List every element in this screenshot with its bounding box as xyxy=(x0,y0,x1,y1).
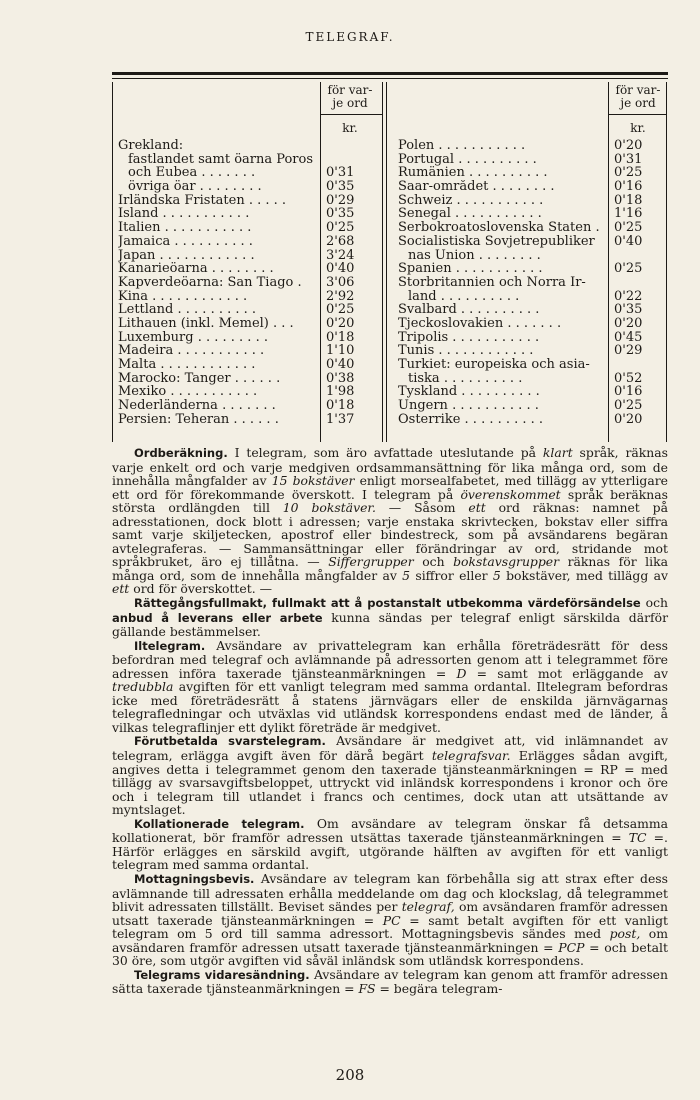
section-paragraph xyxy=(112,596,668,639)
price-per-word: 0'22 xyxy=(614,289,643,304)
section-heading: Ordberäkning. xyxy=(134,446,228,460)
country-name: Storbritannien och Norra Ir- xyxy=(398,275,586,290)
text-run: telegrafsvar. xyxy=(431,748,511,764)
country-name: Marocko: Tanger . . . . . . xyxy=(118,371,281,386)
price-per-word xyxy=(614,276,666,290)
text-run: = begära telegram- xyxy=(375,981,503,997)
text-run: PC xyxy=(382,912,401,928)
country-name: Kanarieöarna . . . . . . . . xyxy=(118,262,274,276)
rates-table xyxy=(112,82,668,442)
section-paragraph xyxy=(112,734,668,816)
price-per-word: 0'40 xyxy=(614,234,643,249)
text-run: 10 bokstäver. xyxy=(282,500,376,516)
section-heading: Mottagningsbevis. xyxy=(134,871,255,886)
country-name: Tyskland . . . . . . . . . . xyxy=(398,385,540,400)
country-name: Grekland: xyxy=(118,139,184,153)
text-run: Avsändare av telegram kan genom att framför adressen sätta taxerade tjänsteanmärkningen = xyxy=(112,966,668,997)
text-run: ett xyxy=(468,500,486,516)
column-divider-double xyxy=(386,82,387,442)
country-name: Tjeckoslovakien . . . . . . . xyxy=(398,316,562,331)
right-unit-label: kr. xyxy=(630,121,646,135)
price-per-word: 0'31 xyxy=(326,166,355,181)
price-per-word: 0'20 xyxy=(614,412,643,427)
price-per-word: 1'37 xyxy=(326,412,355,427)
left-price-list xyxy=(326,139,366,426)
price-per-word: 0'25 xyxy=(614,166,643,181)
price-per-word: 0'29 xyxy=(614,344,643,358)
text-run: och xyxy=(413,554,454,570)
price-per-word: 1'16 xyxy=(614,207,643,222)
price-per-word: 1'10 xyxy=(326,344,355,358)
text-run: Avsändare av telegram kan förbehålla sig att strax efter dess avlämnande till adressaten erhålla meddelande om dag och klockslag, då telegrammet blivit adressaten tillställt. Beviset sändes per xyxy=(112,870,668,915)
right-column-header: för var- je ord xyxy=(615,83,661,110)
section-heading: Förutbetalda svarstelegram. xyxy=(134,734,326,749)
price-per-word: 0'35 xyxy=(326,180,355,194)
text-run: språk beräknas största ordlängden till xyxy=(112,486,668,516)
country-name: Malta . . . . . . . . . . . . xyxy=(118,358,256,372)
country-name: Tripolis . . . . . . . . . . . xyxy=(398,330,540,345)
country-name: Kina . . . . . . . . . . . . xyxy=(118,289,248,304)
text-run: Avsändare är medgivet att, vid inlämnandet av telegram, erlägga avgift även för därå begärt xyxy=(112,733,669,764)
price-per-word: 0'25 xyxy=(326,303,355,317)
text-run: enligt morsealfabetet, med tillägg av ytterligare ett ord för förekommande överskott. I telegram på xyxy=(112,473,669,502)
price-per-word: 0'18 xyxy=(614,193,643,208)
right-price-list xyxy=(614,139,666,426)
price-per-word: 0'20 xyxy=(614,316,643,331)
section-heading: Kollationerade telegram. xyxy=(134,816,305,831)
text-run: överenskommet xyxy=(460,486,561,502)
country-name: Island . . . . . . . . . . . xyxy=(118,207,250,222)
country-name: Spanien . . . . . . . . . . . xyxy=(398,262,543,276)
country-name: Schweiz . . . . . . . . . . . xyxy=(398,193,544,208)
country-name: Jamaica . . . . . . . . . . xyxy=(118,234,253,249)
price-per-word: 0'25 xyxy=(614,221,643,235)
text-run: kunna sändas per telegraf enligt särskilda därför gällande bestämmelser. xyxy=(112,609,668,640)
price-per-word: 0'18 xyxy=(326,330,355,345)
text-run: post, xyxy=(609,926,641,942)
text-run: klart xyxy=(542,445,573,460)
text-run: ett xyxy=(112,581,130,597)
price-per-word: 0'31 xyxy=(614,152,643,167)
text-run: 15 bokstäver xyxy=(271,473,355,489)
table-top-rule-thin xyxy=(112,78,668,79)
price-per-word: 0'25 xyxy=(614,399,643,413)
page-header: TELEGRAF. xyxy=(305,30,395,44)
text-run: om avsändaren framför adressen utsatt taxerade tjänsteanmärkningen = xyxy=(112,899,668,928)
price-per-word xyxy=(326,139,366,153)
text-run: D xyxy=(456,665,467,681)
text-run: I telegram, som äro avfattade uteslutande på xyxy=(227,445,543,460)
country-name: Socialistiska Sovjetrepubliker xyxy=(398,234,595,249)
price-per-word xyxy=(614,249,666,263)
price-per-word: 3'24 xyxy=(326,248,355,263)
table-right-border xyxy=(666,82,667,442)
price-per-word xyxy=(614,358,666,372)
price-per-word: 0'20 xyxy=(614,139,643,153)
price-per-word: 0'29 xyxy=(326,193,355,208)
text-run: telegraf, xyxy=(401,899,455,915)
section-paragraph xyxy=(112,446,668,596)
country-name: övriga öar . . . . . . . . xyxy=(128,180,262,194)
country-name: och Eubea . . . . . . . xyxy=(128,166,256,181)
country-name: fastlandet samt öarna Poros xyxy=(128,152,314,167)
country-name: Svalbard . . . . . . . . . . xyxy=(398,303,540,317)
text-run: och xyxy=(640,595,668,611)
country-name: Polen . . . . . . . . . . . xyxy=(398,139,526,153)
price-per-word: 0'25 xyxy=(614,262,643,276)
section-heading: Rättegångsfullmakt, fullmakt att å postanstalt utbekomma värdeförsändelse xyxy=(134,596,641,611)
text-run: Siffergrupper xyxy=(328,554,414,570)
country-name: Ungern . . . . . . . . . . . xyxy=(398,399,539,413)
section-heading: anbud å leverans eller arbete xyxy=(112,610,323,625)
country-name: Kapverdeöarna: San Tiago . xyxy=(118,275,302,290)
text-run: 5 xyxy=(492,567,501,583)
text-run: siffror eller xyxy=(410,567,493,583)
price-per-word: 0'18 xyxy=(326,399,355,413)
right-country-list xyxy=(398,139,618,426)
text-run: — Såsom xyxy=(375,500,469,516)
text-run: räknas för lika många ord, som de innehålla mångfalder av xyxy=(112,554,668,583)
country-name: Japan . . . . . . . . . . . . xyxy=(118,248,255,263)
country-name: Österrike . . . . . . . . . . xyxy=(398,412,544,427)
country-name: land . . . . . . . . . . xyxy=(408,289,520,304)
text-run: avgiften för ett vanligt telegram med samma ordantal. Iltelegram befordras icke med företrädesrätt å statens järnvägars eller de enskilda järnvägarnas telegrafledningar och utväxlas vid utländsk korrespondens endast med de länder, å vilkas telegraflinjer ett dylikt företräde är medgivet. xyxy=(112,679,668,735)
text-run: språk, räknas varje enkelt ord och varje medgiven ordsammansättning för lika många ord, som de innehålla mångfalder av xyxy=(112,445,668,489)
country-name: Saar-området . . . . . . . . xyxy=(398,180,555,194)
price-per-word: 0'25 xyxy=(326,221,355,235)
country-name: Serbokroatoslovenska Staten . xyxy=(398,221,600,235)
country-name: tiska . . . . . . . . . . xyxy=(408,371,523,386)
country-name: Senegal . . . . . . . . . . . xyxy=(398,207,542,222)
text-run: tredubbla xyxy=(112,679,174,695)
price-per-word: 0'35 xyxy=(326,207,355,222)
country-name: Persien: Teheran . . . . . . xyxy=(118,412,279,427)
country-name: nas Union . . . . . . . . xyxy=(408,248,541,263)
text-run: PCP xyxy=(558,939,585,955)
text-run: = och betalt 30 öre, som utgör avgiften vid såväl inländsk som utländsk korrespondens. xyxy=(112,939,668,969)
country-name: Rumänien . . . . . . . . . . xyxy=(398,166,548,181)
page-number: 208 xyxy=(335,1066,365,1084)
section-heading: Telegrams vidaresändning. xyxy=(134,967,310,982)
text-run: bokstavsgrupper xyxy=(453,554,560,570)
price-per-word: 2'68 xyxy=(326,234,355,249)
header-rule-right xyxy=(608,114,666,115)
price-per-word: 3'06 xyxy=(326,275,355,290)
price-per-word: 0'38 xyxy=(326,371,355,386)
header-rule-left xyxy=(320,114,382,115)
text-run: = samt mot erläggande av xyxy=(466,665,668,681)
price-per-word: 0'16 xyxy=(614,385,643,400)
text-run: Erlägges sådan avgift, angives detta i telegrammet genom den taxerade tjänsteanmärkningen = RP = med tillägg av svarsavgiftsbeloppet, uttryckt vid inländsk korrespondens i kronor och öre och i telegram till utlandet i francs och centimes, dock utan att utsättande av myntslaget. xyxy=(112,748,668,818)
table-left-border xyxy=(112,82,113,442)
left-column-header: för var- je ord xyxy=(327,83,373,110)
column-divider xyxy=(382,82,383,442)
price-per-word: 0'16 xyxy=(614,180,643,194)
country-name: Lettland . . . . . . . . . . xyxy=(118,303,257,317)
country-name: Italien . . . . . . . . . . . xyxy=(118,221,252,235)
price-per-word: 0'35 xyxy=(614,303,643,317)
section-paragraph xyxy=(112,639,668,735)
text-run: bokstäver, med tillägg av xyxy=(500,567,668,583)
price-per-word: 2'92 xyxy=(326,289,355,304)
country-name: Irländska Fristaten . . . . . xyxy=(118,193,287,208)
left-unit-label: kr. xyxy=(342,121,358,135)
left-country-list xyxy=(118,139,328,426)
price-per-word: 0'52 xyxy=(614,371,643,386)
country-name: Luxemburg . . . . . . . . . xyxy=(118,330,268,345)
text-run: Avsändare av privattelegram kan erhålla företrädesrätt för dess befordran med telegraf och avlämnande på adressorten genom att i telegrammet före adressen införa taxerade tjänsteanmärkningen = xyxy=(112,637,668,681)
text-run: om avsändaren framför adressen utsatt taxerade tjänsteanmärkningen = xyxy=(112,926,668,955)
country-name: Tunis . . . . . . . . . . . . xyxy=(398,344,534,358)
text-run: FS xyxy=(358,981,376,997)
table-top-rule xyxy=(112,72,668,75)
country-name: Madeira . . . . . . . . . . . xyxy=(118,344,265,358)
text-run: Om avsändare av telegram önskar få detsamma kollationerat, bör framför adressen utsättas taxerade tjänsteanmärkningen = xyxy=(112,815,668,846)
country-name: Lithauen (inkl. Memel) . . . xyxy=(118,316,294,331)
price-per-word xyxy=(326,153,366,167)
price-per-word: 0'40 xyxy=(326,262,355,276)
price-per-word: 0'40 xyxy=(326,358,355,372)
section-paragraph xyxy=(112,872,668,968)
price-per-word: 0'20 xyxy=(326,316,355,331)
text-run: ord räknas: namnet på adresstationen, dock blott i adressen; varje enstaka skrivtecken, bokstav eller siffra samt varje skiljetecken, apostrof eller bindestreck, som på avsändarens begäran avtelegraferas. — Sammansättningar eller förändringar av ord, stridande mot språkbruket, äro ej tillåtna. — xyxy=(112,500,668,570)
section-paragraph xyxy=(112,968,668,996)
section-heading: Iltelegram. xyxy=(134,638,206,653)
country-name: Turkiet: europeiska och asia- xyxy=(398,358,590,372)
country-name: Portugal . . . . . . . . . . xyxy=(398,152,537,167)
text-run: = samt betalt avgiften för ett vanligt telegram om 5 ord till samma adressort. Mottagningsbevis sändes med xyxy=(112,912,668,942)
text-run: =. Härför erlägges en särskild avgift, utgörande hälften av avgiften för ett vanligt telegram med samma ordantal. xyxy=(112,830,668,873)
price-per-word: 1'98 xyxy=(326,385,355,400)
country-name: Mexiko . . . . . . . . . . . xyxy=(118,385,258,400)
body-text xyxy=(112,446,668,996)
text-run: 5 xyxy=(402,567,411,583)
text-run: ord för överskottet. — xyxy=(129,581,272,597)
section-paragraph xyxy=(112,817,668,872)
price-per-word: 0'45 xyxy=(614,330,643,345)
text-run: TC xyxy=(628,830,647,846)
country-name: Nederländerna . . . . . . . xyxy=(118,399,276,413)
